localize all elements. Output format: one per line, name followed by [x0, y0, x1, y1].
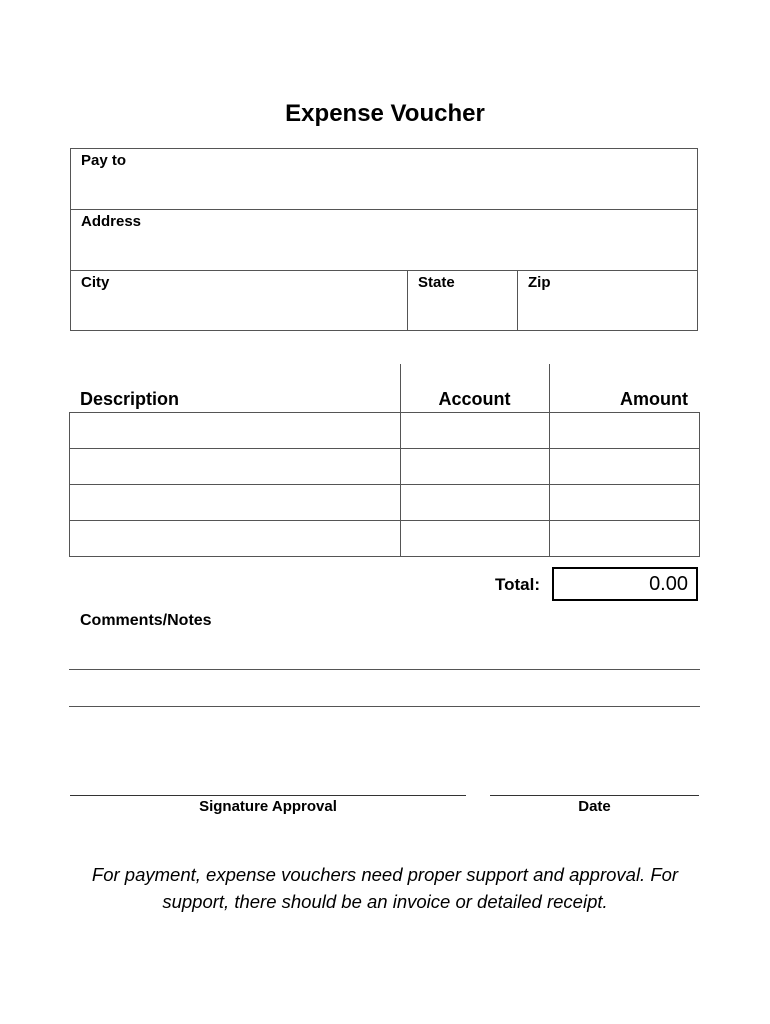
account-header: Account — [438, 389, 511, 409]
amount-cell[interactable] — [550, 521, 700, 557]
account-cell[interactable] — [401, 485, 550, 521]
city-label: City — [81, 274, 110, 291]
date-label: Date — [578, 798, 611, 815]
description-header: Description — [80, 389, 180, 409]
payee-box — [70, 148, 698, 331]
pay-to-label: Pay to — [81, 152, 127, 169]
description-cell[interactable] — [70, 449, 401, 485]
address-label: Address — [81, 213, 142, 230]
signature-line[interactable] — [70, 795, 466, 796]
page-title: Expense Voucher — [285, 100, 485, 127]
zip-label: Zip — [528, 274, 551, 291]
amount-cell[interactable] — [550, 485, 700, 521]
city-cell — [71, 271, 408, 330]
date-line[interactable] — [490, 795, 699, 796]
table-row — [70, 485, 700, 521]
state-cell — [408, 271, 518, 330]
payment-note: For payment, expense vouchers need proper support and approval. For support, there should be an invoice or detailed receipt. — [91, 864, 679, 912]
table-row — [70, 521, 700, 557]
comments-line[interactable] — [69, 669, 700, 670]
comments-line[interactable] — [69, 706, 700, 707]
account-cell[interactable] — [401, 521, 550, 557]
amount-cell[interactable] — [550, 413, 700, 449]
signature-approval-label: Signature Approval — [199, 798, 337, 815]
state-label: State — [418, 274, 455, 291]
city-input[interactable] — [81, 295, 397, 324]
total-value: 0.00 — [552, 567, 698, 601]
amount-header: Amount — [620, 389, 688, 409]
table-row — [70, 413, 700, 449]
description-cell[interactable] — [70, 521, 401, 557]
zip-input[interactable] — [528, 295, 687, 324]
address-row — [71, 210, 697, 271]
address-input[interactable] — [81, 234, 687, 264]
city-state-zip-row — [71, 271, 697, 330]
comments-label: Comments/Notes — [80, 612, 212, 629]
account-cell[interactable] — [401, 449, 550, 485]
pay-to-input[interactable] — [81, 173, 687, 203]
zip-cell — [518, 271, 697, 330]
line-items-table — [69, 412, 700, 557]
amount-cell[interactable] — [550, 449, 700, 485]
description-cell[interactable] — [70, 485, 401, 521]
account-cell[interactable] — [401, 413, 550, 449]
description-cell[interactable] — [70, 413, 401, 449]
state-input[interactable] — [418, 295, 507, 324]
pay-to-row — [71, 149, 697, 210]
total-label: Total: — [494, 575, 540, 594]
table-row — [70, 449, 700, 485]
